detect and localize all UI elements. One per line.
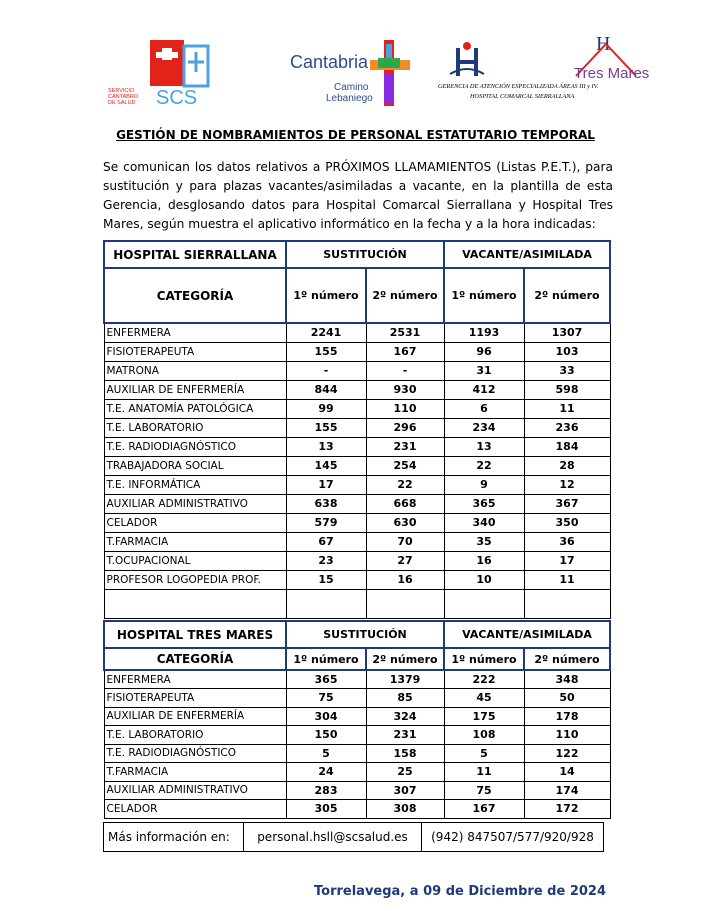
- table-row: [104, 494, 610, 513]
- footer-date: Torrelavega, a 09 de Diciembre de 2024: [314, 884, 606, 899]
- table-row: [104, 456, 610, 475]
- sustitucion-2-cell: 324: [366, 707, 444, 726]
- sustitucion-1-cell: -: [286, 361, 366, 380]
- vacante-1-cell: 31: [444, 361, 524, 380]
- sierrallana-categoria-header: CATEGORÍA: [104, 268, 286, 323]
- sustitucion-2-cell: 70: [366, 532, 444, 551]
- sierrallana-hospital-name: HOSPITAL SIERRALLANA: [104, 241, 286, 268]
- vacante-2-cell: 348: [524, 670, 610, 689]
- sustitucion-1-cell: 283: [286, 781, 366, 800]
- sustitucion-2-cell: 25: [366, 763, 444, 782]
- category-cell: T.OCUPACIONAL: [104, 551, 286, 570]
- scs-line-2: CÁNTABRO: [108, 94, 139, 100]
- vacante-2-cell: 33: [524, 361, 610, 380]
- table-row: [104, 475, 610, 494]
- vacante-2-cell: 17: [524, 551, 610, 570]
- sustitucion-1-cell: 2241: [286, 323, 366, 342]
- vacante-2-cell: 11: [524, 399, 610, 418]
- vacante-2-cell: 174: [524, 781, 610, 800]
- category-cell: AUXILIAR ADMINISTRATIVO: [104, 494, 286, 513]
- vacante-1-cell: 365: [444, 494, 524, 513]
- table-row: [104, 763, 610, 782]
- vacante-2-cell: 178: [524, 707, 610, 726]
- vacante-1-cell: 13: [444, 437, 524, 456]
- vacante-2-cell: 11: [524, 570, 610, 589]
- scs-line-3: DE SALUD: [108, 100, 136, 106]
- sustitucion-2-cell: 254: [366, 456, 444, 475]
- sustitucion-2-cell: 16: [366, 570, 444, 589]
- gerencia-line-1: GERENCIA DE ATENCIÓN ESPECIALIZADA ÁREAS III y IV.: [438, 83, 599, 90]
- vacante-2-cell: 50: [524, 689, 610, 708]
- vacante-2-cell: 172: [524, 800, 610, 819]
- category-cell: ENFERMERA: [104, 323, 286, 342]
- tres-mares-text: Tres Mares: [574, 65, 650, 82]
- tresmares-vacante-header: VACANTE/ASIMILADA: [444, 621, 610, 648]
- vacante-1-cell: 22: [444, 456, 524, 475]
- vacante-2-cell: 14: [524, 763, 610, 782]
- contact-info: [103, 822, 604, 852]
- sustitucion-1-cell: 67: [286, 532, 366, 551]
- sustitucion-1-cell: 304: [286, 707, 366, 726]
- sustitucion-1-cell: 638: [286, 494, 366, 513]
- category-cell: T.FARMACIA: [104, 532, 286, 551]
- tresmares-rows: [104, 670, 610, 818]
- category-cell: MATRONA: [104, 361, 286, 380]
- category-cell: T.FARMACIA: [104, 763, 286, 782]
- category-cell: PROFESOR LOGOPEDIA PROF.: [104, 570, 286, 589]
- category-cell: T.E. INFORMÁTICA: [104, 475, 286, 494]
- vacante-2-cell: 28: [524, 456, 610, 475]
- hm-letter: H: [596, 36, 611, 55]
- category-cell: T.E. RADIODIAGNÓSTICO: [104, 744, 286, 763]
- sustitucion-1-cell: 844: [286, 380, 366, 399]
- table-row: [104, 418, 610, 437]
- sustitucion-2-cell: 110: [366, 399, 444, 418]
- category-cell: FISIOTERAPEUTA: [104, 342, 286, 361]
- table-row: [104, 513, 610, 532]
- table-row: [104, 399, 610, 418]
- sustitucion-2-cell: 85: [366, 689, 444, 708]
- gerencia-line-2: HOSPITAL COMARCAL SIERRALLANA: [470, 93, 575, 100]
- vacante-2-cell: 122: [524, 744, 610, 763]
- vacante-1-cell: 35: [444, 532, 524, 551]
- category-cell: AUXILIAR DE ENFERMERÍA: [104, 380, 286, 399]
- tresmares-table: [103, 620, 611, 819]
- table-row: [104, 551, 610, 570]
- table-row: [104, 670, 610, 689]
- table-row: [104, 532, 610, 551]
- sustitucion-2-cell: 308: [366, 800, 444, 819]
- sustitucion-2-cell: 1379: [366, 670, 444, 689]
- vacante-2-cell: 350: [524, 513, 610, 532]
- sustitucion-1-cell: 75: [286, 689, 366, 708]
- contact-label: Más información en:: [104, 823, 244, 852]
- sustitucion-1-cell: 365: [286, 670, 366, 689]
- vacante-1-cell: 412: [444, 380, 524, 399]
- table-row: [104, 800, 610, 819]
- category-cell: ENFERMERA: [104, 670, 286, 689]
- cantabria-text: Cantabria: [290, 52, 369, 72]
- category-cell: CELADOR: [104, 800, 286, 819]
- sustitucion-2-cell: -: [366, 361, 444, 380]
- sustitucion-2-cell: 231: [366, 726, 444, 745]
- sierrallana-vacante-header: VACANTE/ASIMILADA: [444, 241, 610, 268]
- vacante-1-cell: 167: [444, 800, 524, 819]
- vacante-1-cell: 16: [444, 551, 524, 570]
- vacante-2-cell: 36: [524, 532, 610, 551]
- sierrallana-table: [103, 240, 611, 619]
- scs-logo: [106, 28, 236, 110]
- sierrallana-sust-2-header: 2º número: [366, 268, 444, 323]
- vacante-2-cell: 12: [524, 475, 610, 494]
- sustitucion-1-cell: 17: [286, 475, 366, 494]
- camino-line-1: Camino: [334, 82, 369, 93]
- category-cell: T.E. ANATOMÍA PATOLÓGICA: [104, 399, 286, 418]
- sustitucion-2-cell: 930: [366, 380, 444, 399]
- camino-line-2: Lebaniego: [326, 93, 373, 104]
- vacante-1-cell: 175: [444, 707, 524, 726]
- sustitucion-1-cell: 150: [286, 726, 366, 745]
- sustitucion-1-cell: 23: [286, 551, 366, 570]
- sustitucion-1-cell: 155: [286, 418, 366, 437]
- tresmares-vac-2-header: 2º número: [524, 648, 610, 670]
- vacante-1-cell: 222: [444, 670, 524, 689]
- category-cell: FISIOTERAPEUTA: [104, 689, 286, 708]
- table-row: [104, 707, 610, 726]
- sustitucion-2-cell: 231: [366, 437, 444, 456]
- sustitucion-2-cell: 307: [366, 781, 444, 800]
- vacante-2-cell: 367: [524, 494, 610, 513]
- scs-abbr: SCS: [156, 87, 198, 109]
- sustitucion-2-cell: 158: [366, 744, 444, 763]
- category-cell: T.E. RADIODIAGNÓSTICO: [104, 437, 286, 456]
- sustitucion-1-cell: 5: [286, 744, 366, 763]
- category-cell: AUXILIAR ADMINISTRATIVO: [104, 781, 286, 800]
- sierrallana-sustitucion-header: SUSTITUCIÓN: [286, 241, 444, 268]
- contact-email[interactable]: personal.hsll@scsalud.es: [244, 823, 422, 852]
- vacante-2-cell: 110: [524, 726, 610, 745]
- sustitucion-1-cell: 13: [286, 437, 366, 456]
- sustitucion-1-cell: 305: [286, 800, 366, 819]
- sierrallana-sust-1-header: 1º número: [286, 268, 366, 323]
- table-row: [104, 380, 610, 399]
- category-cell: AUXILIAR DE ENFERMERÍA: [104, 707, 286, 726]
- vacante-1-cell: 5: [444, 744, 524, 763]
- sierrallana-blank-row: [104, 589, 610, 618]
- vacante-1-cell: 6: [444, 399, 524, 418]
- vacante-2-cell: 236: [524, 418, 610, 437]
- tresmares-categoria-header: CATEGORÍA: [104, 648, 286, 670]
- tresmares-sust-1-header: 1º número: [286, 648, 366, 670]
- sustitucion-2-cell: 22: [366, 475, 444, 494]
- vacante-1-cell: 234: [444, 418, 524, 437]
- vacante-1-cell: 340: [444, 513, 524, 532]
- vacante-1-cell: 1193: [444, 323, 524, 342]
- table-row: [104, 689, 610, 708]
- sustitucion-2-cell: 2531: [366, 323, 444, 342]
- vacante-2-cell: 1307: [524, 323, 610, 342]
- sustitucion-2-cell: 630: [366, 513, 444, 532]
- sustitucion-2-cell: 27: [366, 551, 444, 570]
- sierrallana-vac-1-header: 1º número: [444, 268, 524, 323]
- page-title: GESTIÓN DE NOMBRAMIENTOS DE PERSONAL ESTATUTARIO TEMPORAL: [116, 128, 595, 142]
- vacante-1-cell: 96: [444, 342, 524, 361]
- table-row: [104, 323, 610, 342]
- sierrallana-vac-2-header: 2º número: [524, 268, 610, 323]
- sustitucion-2-cell: 668: [366, 494, 444, 513]
- tresmares-vac-1-header: 1º número: [444, 648, 524, 670]
- category-cell: T.E. LABORATORIO: [104, 726, 286, 745]
- sustitucion-1-cell: 155: [286, 342, 366, 361]
- vacante-1-cell: 10: [444, 570, 524, 589]
- table-row: [104, 570, 610, 589]
- vacante-1-cell: 9: [444, 475, 524, 494]
- vacante-1-cell: 75: [444, 781, 524, 800]
- table-row: [104, 726, 610, 745]
- sustitucion-1-cell: 99: [286, 399, 366, 418]
- category-cell: TRABAJADORA SOCIAL: [104, 456, 286, 475]
- sustitucion-2-cell: 167: [366, 342, 444, 361]
- cantabria-logo: [288, 38, 428, 110]
- tresmares-hospital-name: HOSPITAL TRES MARES: [104, 621, 286, 648]
- contact-phone: (942) 847507/577/920/928: [422, 823, 604, 852]
- table-row: [104, 744, 610, 763]
- table-row: [104, 361, 610, 380]
- sustitucion-1-cell: 145: [286, 456, 366, 475]
- intro-paragraph: Se comunican los datos relativos a PRÓXIMOS LLAMAMIENTOS (Listas P.E.T.), para sustitución y para plazas vacantes/asimiladas a vacante, en la plantilla de esta Gerencia, desglosando datos para Hospital Comarcal Sierrallana y Hospital Tres Mares, según muestra el aplicativo informático en la fecha y a la hora indicadas:: [103, 160, 613, 231]
- category-cell: CELADOR: [104, 513, 286, 532]
- vacante-2-cell: 103: [524, 342, 610, 361]
- sustitucion-1-cell: 579: [286, 513, 366, 532]
- vacante-1-cell: 45: [444, 689, 524, 708]
- vacante-2-cell: 184: [524, 437, 610, 456]
- vacante-2-cell: 598: [524, 380, 610, 399]
- vacante-1-cell: 11: [444, 763, 524, 782]
- sustitucion-2-cell: 296: [366, 418, 444, 437]
- table-row: [104, 781, 610, 800]
- table-row: [104, 437, 610, 456]
- scs-line-1: SERVICIO: [108, 88, 135, 94]
- sustitucion-1-cell: 24: [286, 763, 366, 782]
- table-row: [104, 342, 610, 361]
- category-cell: T.E. LABORATORIO: [104, 418, 286, 437]
- gerencia-logo: [436, 36, 676, 106]
- tresmares-sustitucion-header: SUSTITUCIÓN: [286, 621, 444, 648]
- sierrallana-rows: [104, 323, 610, 589]
- vacante-1-cell: 108: [444, 726, 524, 745]
- tresmares-sust-2-header: 2º número: [366, 648, 444, 670]
- sustitucion-1-cell: 15: [286, 570, 366, 589]
